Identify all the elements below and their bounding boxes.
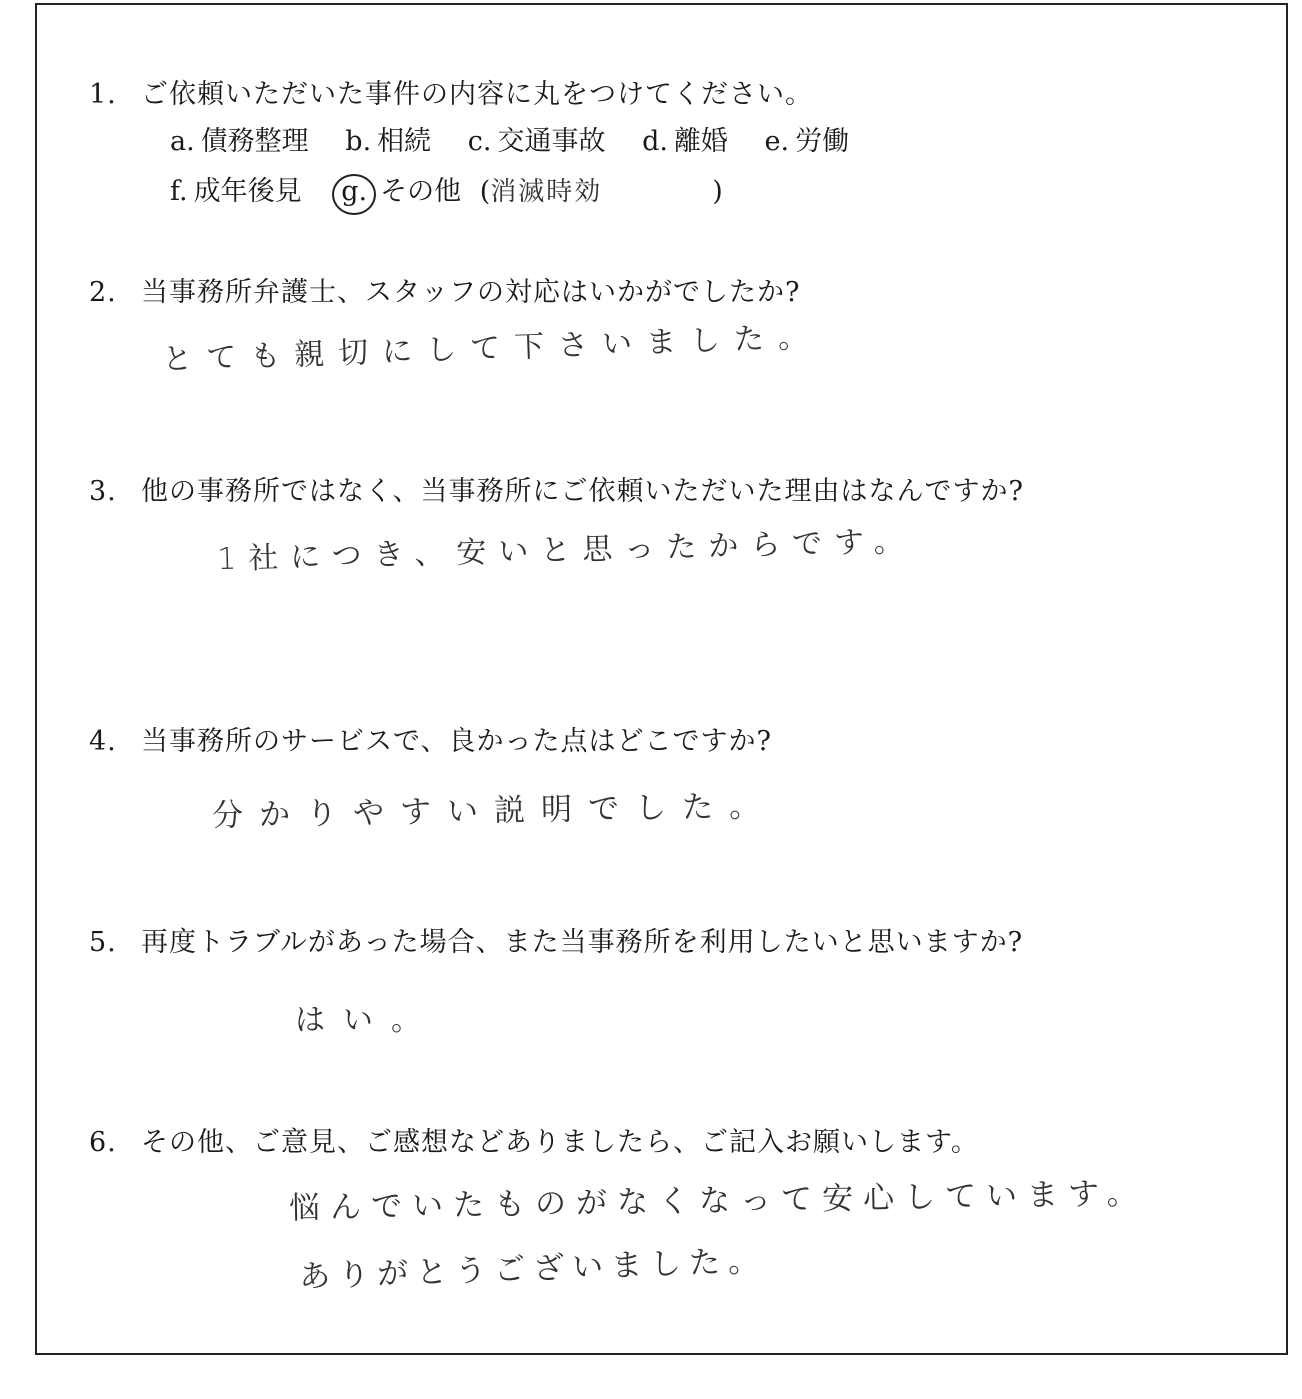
question-text: 再度トラブルがあった場合、また当事務所を利用したいと思いますか? <box>141 927 1024 958</box>
answer-4-handwritten: 分かりやすい説明でした。 <box>211 788 777 834</box>
options-row-1 <box>170 119 877 158</box>
answer-6-line-1-handwritten: 悩んでいたものがなくなって安心しています。 <box>288 1175 1148 1227</box>
option-f: f. 成年後見 <box>170 176 302 207</box>
question-text: 当事務所のサービスで、良かった点はどこですか? <box>141 726 772 757</box>
question-text: その他、ご意見、ご感想などありましたら、ご記入お願いします。 <box>141 1127 979 1158</box>
question-text: ご依頼いただいた事件の内容に丸をつけてください。 <box>141 79 813 110</box>
option-c: c. 交通事故 <box>467 126 606 157</box>
question-number: 5. <box>89 927 117 958</box>
question-6 <box>89 1120 979 1159</box>
question-3 <box>89 469 1024 508</box>
question-number: 6. <box>89 1127 117 1158</box>
option-e: e. 労働 <box>764 126 850 157</box>
question-number: 4. <box>89 726 117 757</box>
selected-circle: g. <box>332 174 376 215</box>
question-4 <box>89 719 772 758</box>
question-2 <box>89 270 800 309</box>
other-field: (消滅時効 ) <box>479 176 723 207</box>
options-row-2 <box>170 169 723 215</box>
other-handwritten: 消滅時効 <box>490 177 603 207</box>
answer-5-handwritten: はい。 <box>295 1003 439 1038</box>
question-5 <box>89 920 1023 959</box>
question-text: 当事務所弁護士、スタッフの対応はいかがでしたか? <box>141 277 801 308</box>
option-d: d. 離婚 <box>642 126 728 157</box>
option-b: b. 相続 <box>345 126 432 157</box>
question-number: 1. <box>89 79 117 110</box>
survey-sheet <box>35 3 1288 1355</box>
answer-6-line-2-handwritten: ありがとうございました。 <box>298 1242 768 1296</box>
question-number: 3. <box>89 476 117 507</box>
question-text: 他の事務所ではなく、当事務所にご依頼いただいた理由はなんですか? <box>141 476 1024 507</box>
answer-3-handwritten: 1社につき、安いと思ったからです。 <box>216 523 917 578</box>
answer-2-handwritten: とても親切にして下さいました。 <box>161 319 823 378</box>
question-number: 2. <box>89 277 117 308</box>
option-a: a. 債務整理 <box>170 126 309 157</box>
option-g: g. その他 <box>338 169 461 215</box>
question-1 <box>89 72 813 111</box>
